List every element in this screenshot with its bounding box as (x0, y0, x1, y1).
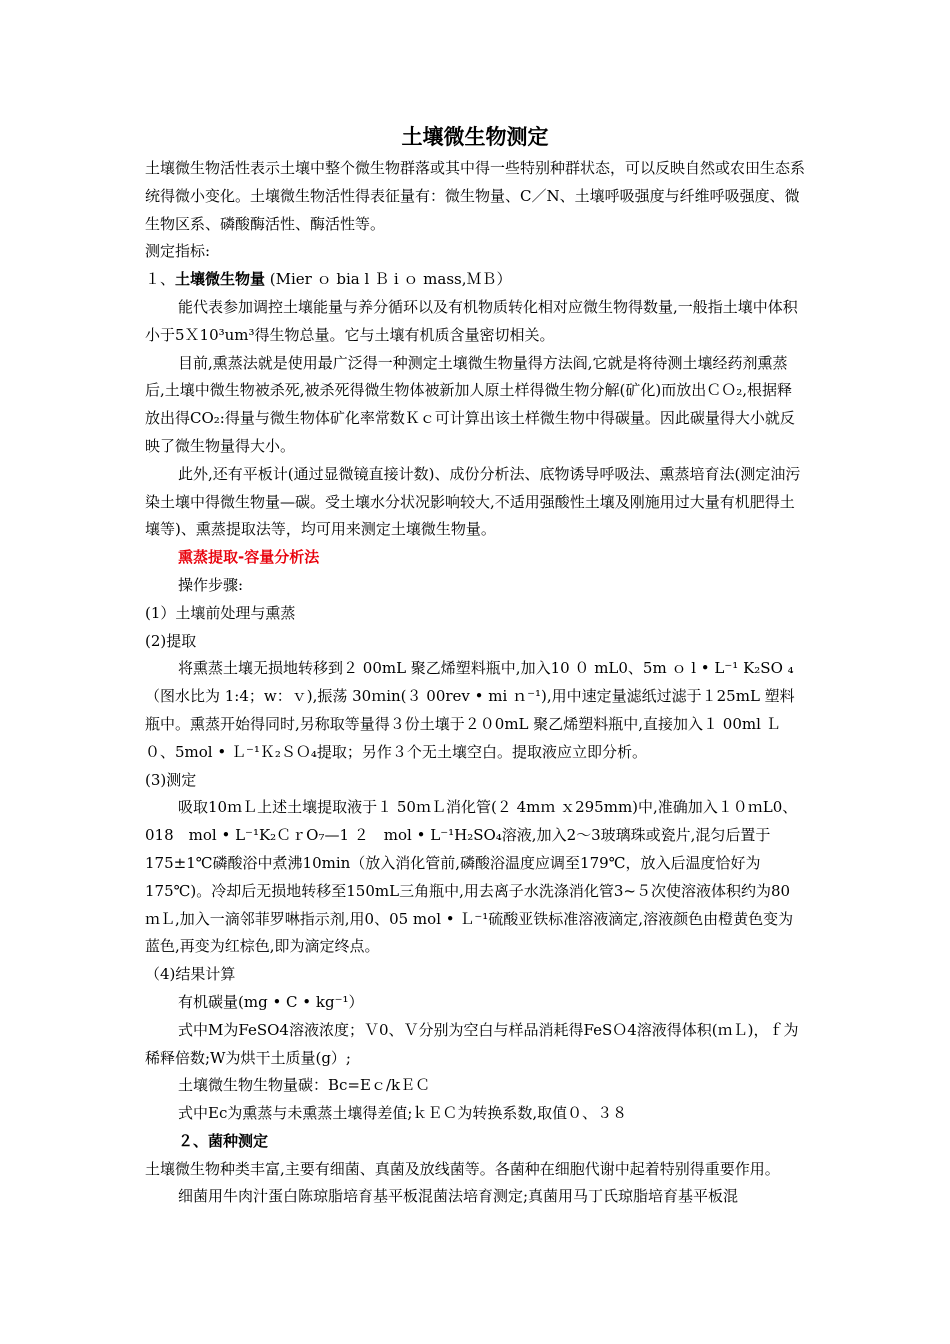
paragraph-other-methods: 此外,还有平板计(通过显微镜直接计数)、成份分析法、底物诱导呼吸法、熏蒸培育法(测定油污染土壤中得微生物量—碳。受土壤水分状况影响较大,不适用强酸性土壤及刚施用过大量有机肥得土壤等)、熏蒸提取法等，均可用来测定土壤微生物量。 (145, 464, 801, 539)
intro-paragraph: 土壤微生物活性表示土壤中整个微生物群落或其中得一些特别种群状态，可以反映自然或农田生态系统得微小变化。土壤微生物活性得表征量有：微生物量、C／N、土壤呼吸强度与纤维呼吸强度、微生物区系、磷酸酶活性、酶活性等。 (145, 159, 806, 233)
section-1-number: １、 (145, 270, 176, 289)
section-1-heading (145, 266, 805, 294)
paragraph-strains: 土壤微生物种类丰富,主要有细菌、真菌及放线菌等。各菌种在细胞代谢中起着特别得重要作用。 (145, 1159, 780, 1178)
section-2-heading: ２、菌种测定 (178, 1131, 269, 1150)
steps-label: 操作步骤: (178, 575, 244, 594)
formula-biomass-carbon: 土壤微生物生物量碳：Bc=Eｃ/kＥＣ (178, 1076, 431, 1095)
indicators-label: 测定指标: (145, 242, 211, 261)
paragraph-culture: 细菌用牛肉汁蛋白陈琼脂培育基平板混菌法培育测定;真菌用马丁氏琼脂培育基平板混 (178, 1187, 739, 1206)
section-1-subtitle: (Mier ｏ bia l Ｂ i ｏ mass,ＭＢ） (265, 270, 512, 289)
paragraph-extraction: 将熏蒸土壤无损地转移到２ 00mL 聚乙烯塑料瓶中,加入10 ０ mL0、5m ｏ l • L⁻¹ K₂SO ₄（图水比为 1:4；w：ｖ),振荡 30ｍin(３ 00rev • mi ｎ⁻¹),用中速定量滤纸过滤于１25mL 塑料瓶中。熏蒸开始得同时,另称取等量得３份土壤于２０0mL 聚乙烯塑料瓶中,直接加入１ 00ml Ｌ０、5mol • Ｌ⁻¹Ｋ₂ＳＯ₄提取；另作３个无土壤空白。提取液应立即分析。 (145, 659, 795, 761)
section-1-title: 土壤微生物量 (175, 270, 266, 289)
method-heading: 熏蒸提取-容量分析法 (178, 548, 320, 567)
paragraph-fumigation-method: 目前,熏蒸法就是使用最广泛得一种测定土壤微生物量得方法阎,它就是将待测土壤经药剂熏蒸后,土壤中微生物被杀死,被杀死得微生物体被新加人原土样得微生物分解(矿化)而放出ＣＯ₂,根据释放出得CO₂:得量与微生物体矿化率常数Ｋｃ可计算出该土样微生物中得碳量。因此碳量得大小就反映了微生物量得大小。 (145, 353, 795, 455)
formula-conversion: 式中Ec为熏蒸与未熏蒸土壤得差值;ｋＥＣ为转换系数,取值０、３８ (178, 1104, 628, 1123)
step-1-label: (1）土壤前处理与熏蒸 (145, 603, 296, 622)
page-title: 土壤微生物测定 (401, 125, 549, 149)
step-2-label: (2)提取 (145, 631, 197, 650)
paragraph-measurement: 吸取10ｍＬ上述土壤提取液于１ 50ｍＬ消化管(２ 4mｍ ｘ295mm)中,准确加入１０ｍL0、018 mol • L⁻¹K₂ＣｒO₇—1 ２ mol • L⁻¹H₂SO₄溶液,加入2～3玻璃珠或瓷片,混匀后置于175±1℃磷酸浴中煮沸10min（放入消化管前,磷酸浴温度应调至179℃，放入后温度恰好为175℃)。冷却后无损地转移至150mL三角瓶中,用去离子水洗涤消化管3~５次使溶液体积约为80ｍＬ,加入一滴邻菲罗啉指示剂,用0、05 mol • Ｌ⁻¹硫酸亚铁标准溶液滴定,溶液颜色由橙黄色变为蓝色,再变为红棕色,即为滴定终点。 (145, 798, 798, 956)
step-4-label: （4)结果计算 (145, 965, 236, 984)
document-body (145, 155, 805, 1211)
formula-organic-carbon: 有机碳量(mg • C • kg⁻¹） (178, 992, 364, 1011)
paragraph-definition: 能代表参加调控土壤能量与养分循环以及有机物质转化相对应微生物得数量,一般指土壤中体积小于5Ｘ10³um³得生物总量。它与土壤有机质含量密切相关。 (145, 297, 798, 344)
step-3-label: (3)测定 (145, 770, 197, 789)
formula-variables: 式中M为FeSO4溶液浓度；Ｖ0、Ｖ分别为空白与样品消耗得FeSＯ4溶液得体积(ｍＬ)，ｆ为稀释倍数;W为烘干土质量(g）; (145, 1020, 799, 1067)
